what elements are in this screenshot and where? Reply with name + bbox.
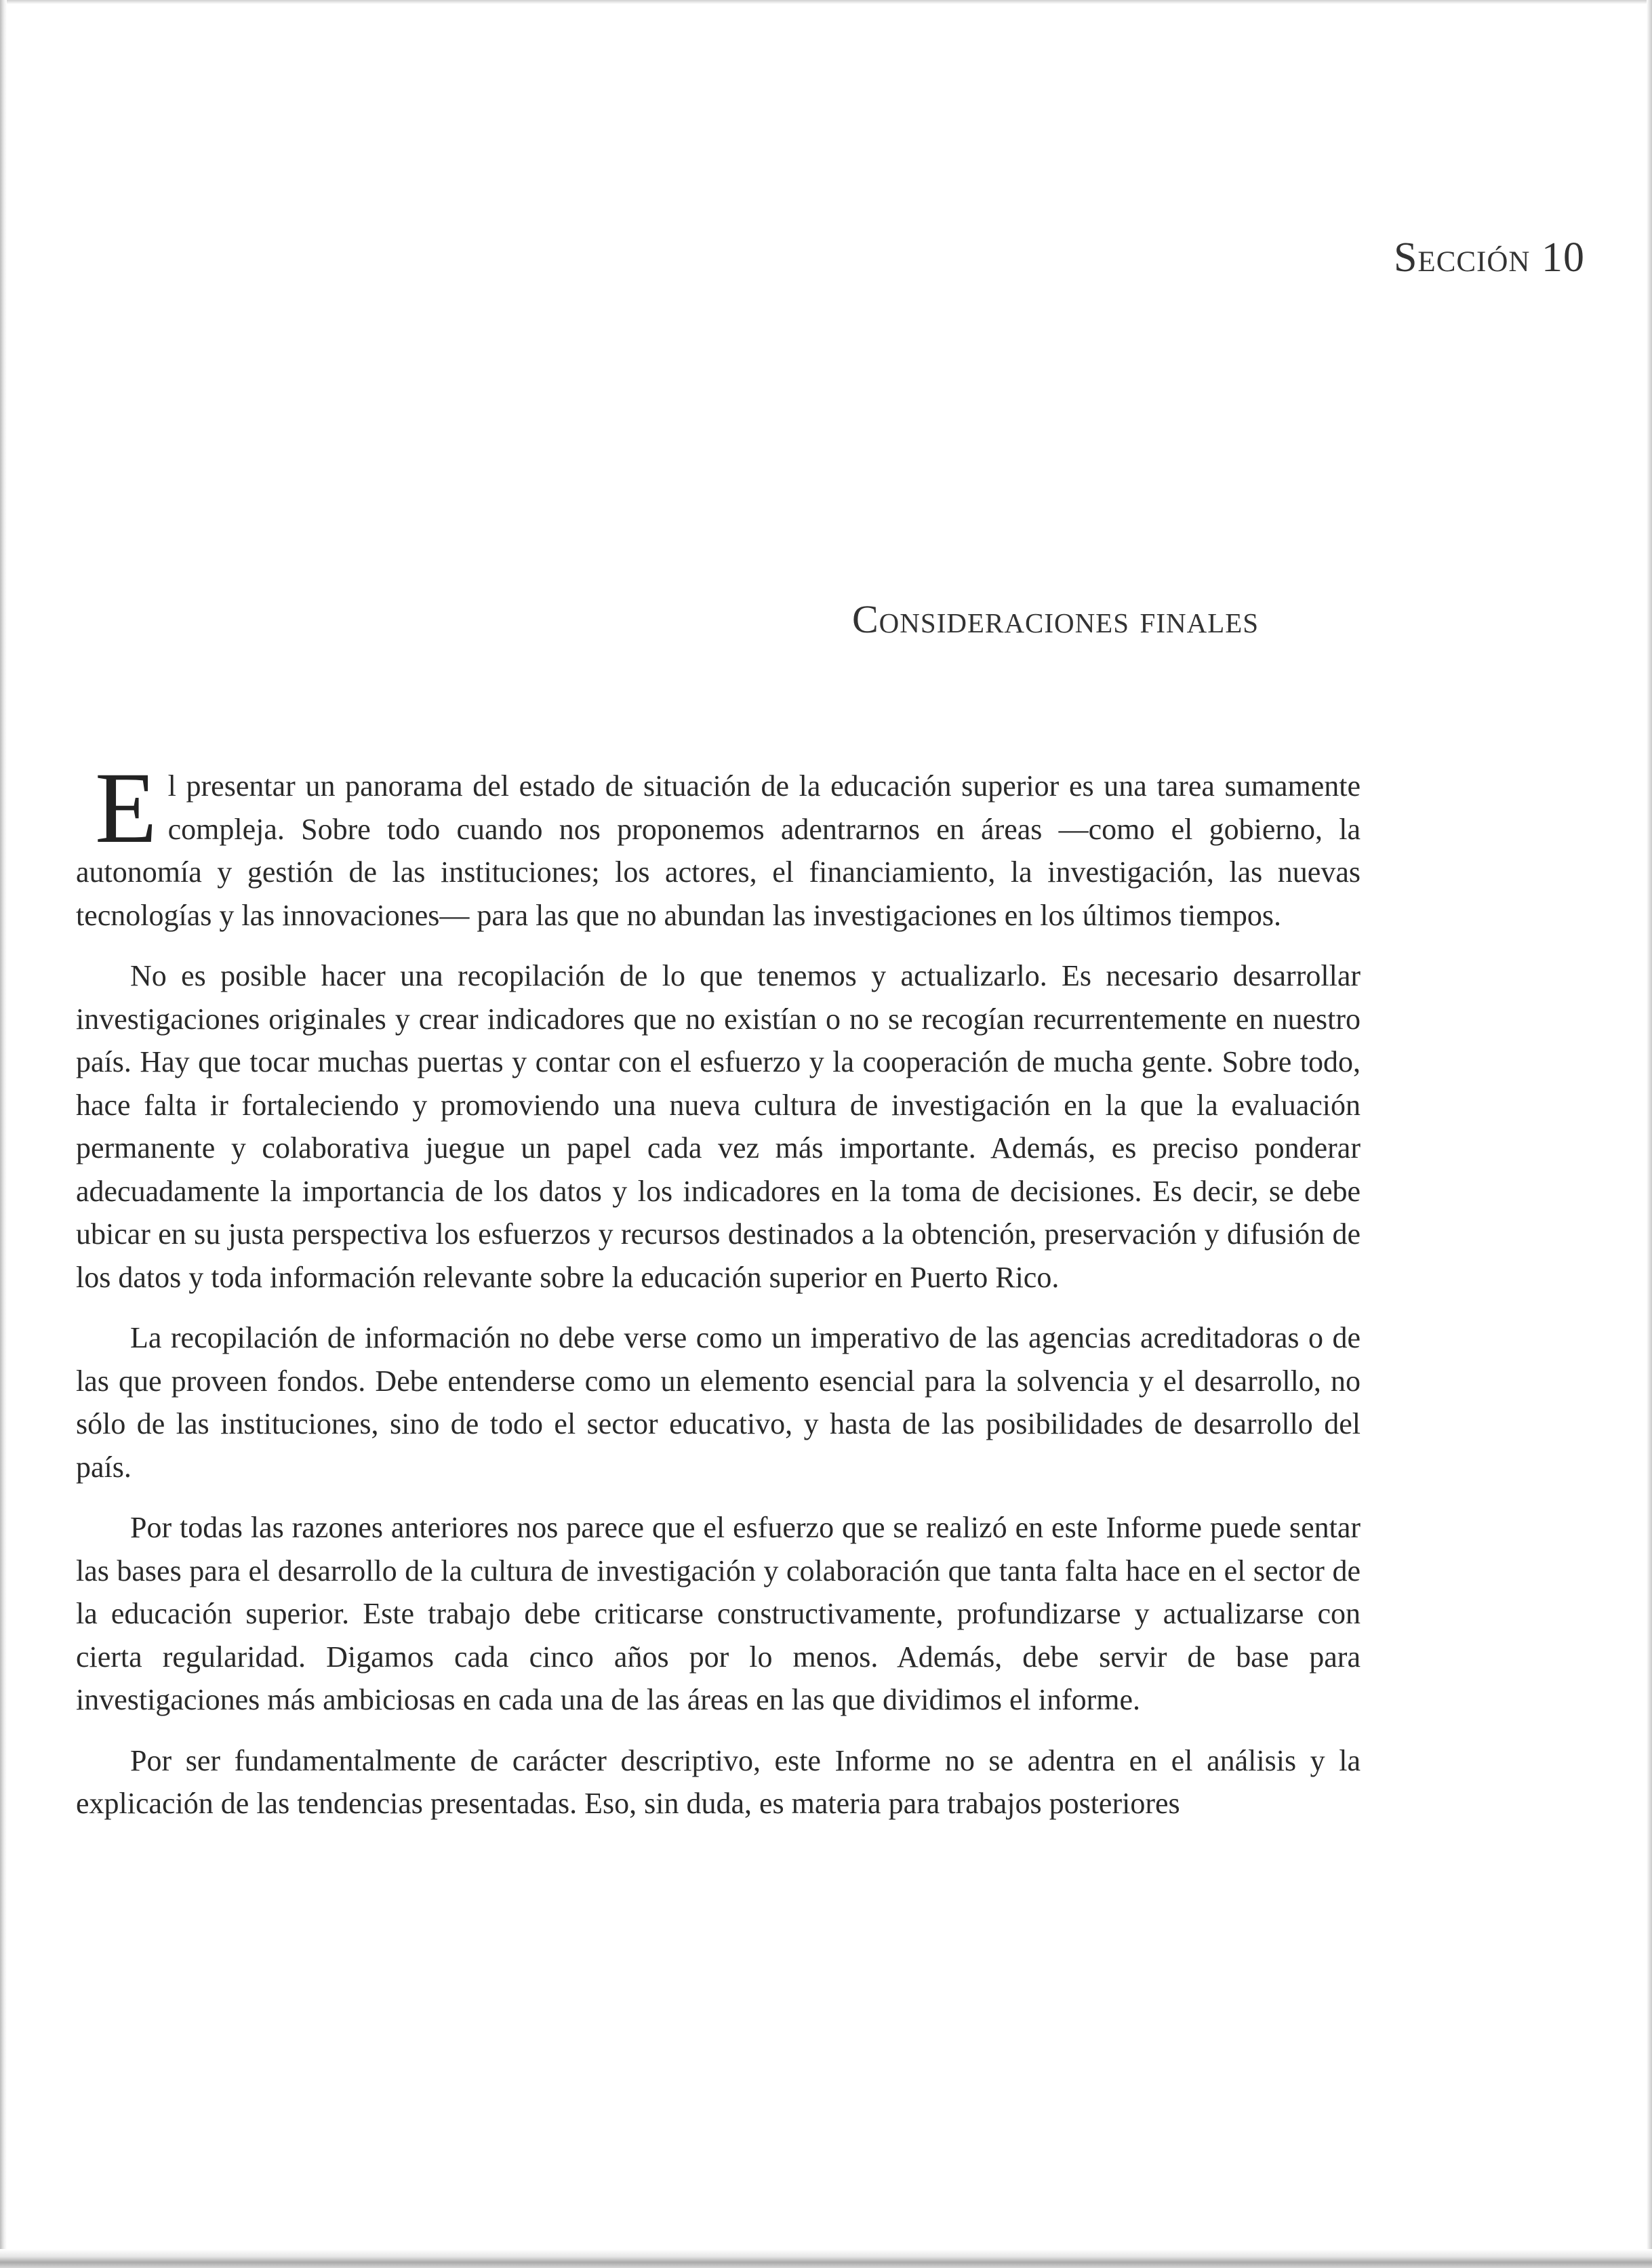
section-title: Consideraciones finales (852, 597, 1260, 641)
body-text (76, 752, 1361, 1843)
paragraph-4: Por todas las razones anteriores nos parece que el esfuerzo que se realizó en este Informe puede sentar las bases para el desarrollo de la cultura de investigación y colaboración que tanta falta hace en el sector de la educación superior. Este trabajo debe criticarse constructivamente, profundizarse y actualizarse con cierta regularidad. Digamos cada cinco años por lo menos. Además, debe servir de base para investigaciones más ambiciosas en cada una de las áreas en las que dividimos el informe. (76, 1511, 1361, 1716)
paragraph-5: Por ser fundamentalmente de carácter descriptivo, este Informe no se adentra en el análisis y la explicación de las tendencias presentadas. Eso, sin duda, es materia para trabajos posteriores (76, 1743, 1361, 1820)
paragraph-1 (76, 752, 1361, 937)
paragraph-1-text: l presentar un panorama del estado de situación de la educación superior es una tarea sumamente compleja. Sobre todo cuando nos proponemos adentrarnos en áreas —como el gobierno, la autonomía y gestión de las instituciones; los actores, el financiamiento, la investigación, las nuevas tecnologías y las innovaciones— para las que no abundan las investigaciones en los últimos tiempos. (76, 769, 1361, 932)
page-edge-top (0, 0, 1652, 4)
page-edge-bottom (0, 2249, 1652, 2268)
paragraph-3: La recopilación de información no debe verse como un imperativo de las agencias acreditadoras o de las que proveen fondos. Debe entenderse como un elemento esencial para la solvencia y el desarrollo, no sólo de las instituciones, sino de todo el sector educativo, y hasta de las posibilidades de desarrollo del país. (76, 1321, 1361, 1484)
page-edge-right (1647, 0, 1652, 2268)
dropcap: E (95, 752, 157, 864)
page-edge-left (0, 0, 7, 2268)
paragraph-2: No es posible hacer una recopilación de lo que tenemos y actualizarlo. Es necesario desarrollar investigaciones originales y crear indicadores que no existían o no se recogían recurrentemente en nuestro país. Hay que tocar muchas puertas y contar con el esfuerzo y la cooperación de mucha gente. Sobre todo, hace falta ir fortaleciendo y promoviendo una nueva cultura de investigación en la que la evaluación permanente y colaborativa juegue un papel cada vez más importante. Además, es preciso ponderar adecuadamente la importancia de los datos y los indicadores en la toma de decisiones. Es decir, se debe ubicar en su justa perspectiva los esfuerzos y recursos destinados a la obtención, preservación y difusión de los datos y toda información relevante sobre la educación superior en Puerto Rico. (76, 959, 1361, 1294)
section-label: Sección 10 (1393, 235, 1585, 281)
